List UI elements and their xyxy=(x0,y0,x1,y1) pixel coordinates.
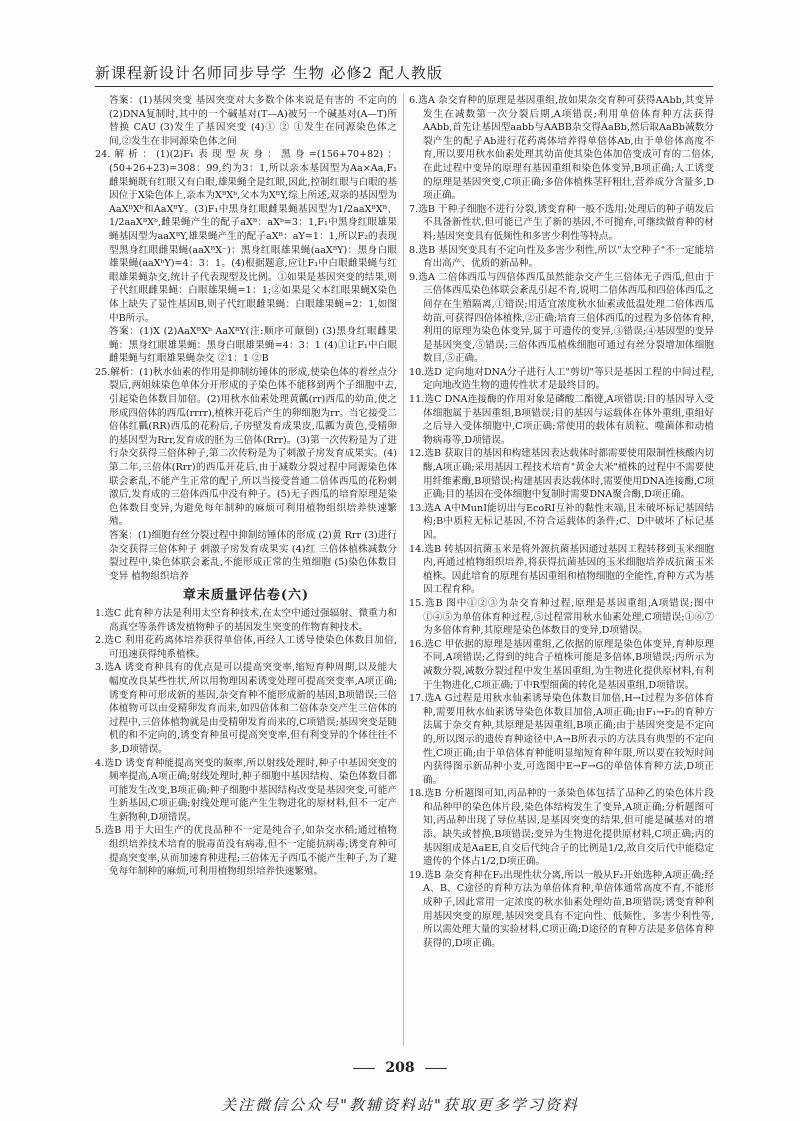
left-column xyxy=(95,94,397,879)
section-title: 章末质量评估卷(六) xyxy=(182,588,310,604)
item-19: 19.选B 杂交育种在F₂出现性状分离,所以一般从F₂开始选种,A项正确;经A、B、C途径的育种方法为单倍体育种,单倍体通常高度不育,不能形成种子,因此常用一定浓度的秋水仙素处理幼苗,B项错误;诱变育种利用基因突变的原理,基因突变具有不定向性、低频性、多害少利性等,所以需处理大量的实验材料,C项正确;D途径的育种方法是多倍体育种获得的,D项正确。 xyxy=(409,869,714,949)
page-number-text: 208 xyxy=(385,1060,415,1076)
answer-25: 答案：(1)细胞有丝分裂过程中抑制纺锤体的形成 (2)黄 Rrr (3)进行杂交获得三倍体种子 刺激子房发育成果实 (4)红 三倍体植株减数分裂过程中,染色体联会紊乱,不能形成正常的生殖细胞 (5)染色体数目变异 植物组织培养 xyxy=(109,530,397,582)
item-1: 1.选C 此育种方法是利用太空育种技术,在太空中通过强辐射、微重力和高真空等条件诱发植物种子的基因发生突变的作物育种技术。 xyxy=(95,607,397,633)
analysis-24: 24.解析：(1)(2)F₁表现型灰身：黑身=(156+70+82)：(50+26+23)=308：99,约为3：1,所以亲本基因型为Aa×Aa,F₁雌果蝇既有红眼又有白眼,雄果蝇全是红眼,因此,控制红眼与白眼的基因位于X染色体上,亲本为XᴮXᵇ,父本为XᴮY,综上所述,双亲的基因型为AaXᴮXᵇ和AaXᴮY。(3)F₁中黑身红眼雌果蝇基因型为1/2aaXᴮXᴮ、1/2aaXᴮXᵇ,雌果蝇产生的配子aXᴮ：aXᵇ=3：1,F₁中黑身红眼雄果蝇基因型为aaXᴮY,雄果蝇产生的配子aXᴮ：aY=1：1,所以F₂的表现型黑身红眼雌果蝇(aaXᴮX⁻)：黑身红眼雄果蝇(aaXᴮY)：黑身白眼雄果蝇(aaXᵇY)=4：3：1。(4)根据题意,应让F₁中白眼雌果蝇与红眼雄果蝇杂交,统计子代表现型及比例。①如果是基因突变的结果,则子代红眼雌果蝇：白眼雄果蝇=1：1;②如果是父本红眼果蝇X染色体上缺失了显性基因B,则子代红眼雌果蝇：白眼雄果蝇=2：1,如图中B所示。 xyxy=(95,149,397,324)
item-3: 3.选A 诱变育种具有的优点是可以提高突变率,缩短育种周期,以及能大幅度改良某些性状,所以用物理因素诱变处理可提高突变率,A项正确;诱变育种可形成新的基因,杂交育种不能形成新的基因,B项错误;三倍体植物可以由受精卵发育而来,如四倍体和二倍体杂交产生三倍体的过程中,三倍体植物就是由受精卵发育而来的,C项错误;基因突变是随机的和不定向的,诱变育种虽可提高突变率,但有利变异的个体往往不多,D项错误。 xyxy=(95,662,397,755)
item-4: 4.选D 诱变育种能提高突变的频率,所以射线处理时,种子中基因突变的频率提高,A项正确;射线处理时,种子细胞中基因结构、染色体数目都可能发生改变,B项正确;种子细胞中基因结构改变是基因突变,可能产生新基因,C项正确;射线处理可能产生生物进化的原材料,但不一定产生新物种,D项错误。 xyxy=(95,757,397,823)
page-header xyxy=(95,62,715,83)
item-9: 9.选A 二倍体西瓜与四倍体西瓜虽然能杂交产生三倍体无子西瓜,但由于三倍体西瓜染色体联会紊乱引起不育,说明二倍体西瓜和四倍体西瓜之间存在生殖隔离,①错误;用适宜浓度秋水仙素或低温处理二倍体西瓜幼苗,可获得四倍体植株,②正确;培育三倍体西瓜的过程为多倍体育种,利用的原理为染色体变异,属于可遗传的变异,③错误;④基因型的变异是基因突变,⑤错误;三倍体西瓜植株细胞可通过有丝分裂增加体细胞数目,⑤正确。 xyxy=(409,271,714,365)
right-column xyxy=(409,94,714,950)
header-title: 新课程新设计名师同步导学 生物 必修2 配人教版 xyxy=(95,64,443,82)
page-number xyxy=(0,1060,800,1076)
item-13: 13.选A A中MunⅠ能切出与EcoRⅠ互补的黏性末端,且未破坏标记基因结构;B中质粒无标记基因,不符合运载体的条件;C、D中破坏了标记基因。 xyxy=(409,502,714,541)
column-divider xyxy=(403,94,404,1046)
item-6: 6.选A 杂交育种的原理是基因重组,故如果杂交育种可获得AAbb,其变异发生在减数第一次分裂后期,A项错误;利用单倍体育种方法获得AAbb,首先让基因型aabb与AABB杂交得AaBb,然后取AaBb减数分裂产生的配子Ab进行花药离体培养得单倍体Ab,由于单倍体高度不育,所以要用秋水仙素处理其幼苗使其染色体加倍变成可育的二倍体,在此过程中变异的原理有基因重组和染色体变异,B项正确;人工诱变的原理是基因突变,C项正确;多倍体植株茎秆粗壮,营养成分含量多,D项正确。 xyxy=(409,95,714,202)
analysis-25: 25.解析：(1)秋水仙素的作用是抑制纺锤体的形成,使染色体的着丝点分裂后,两姐妹染色单体分开形成的子染色体不能移到两个子细胞中去,引起染色体数目加倍。(2)用秋水仙素处理黄瓤(rr)西瓜的幼苗,使之形成四倍体的西瓜(rrrr),植株开花后产生的卵细胞为rr。当它接受二倍体红瓤(RR)西瓜的花粉后,子房壁发育成果皮,瓜瓤为黄色,受精卵的基因型为Rrr,发育成的胚为三倍体(Rrr)。(3)第一次传粉是为了进行杂交获得三倍体种子,第二次传粉是为了刺激子房发育成果实。(4)第二年,三倍体(Rrr)的西瓜开花后,由于减数分裂过程中同源染色体联会紊乱,不能产生正常的配子,所以当接受普通二倍体西瓜的花粉刺激后,发育成的三倍体西瓜中没有种子。(5)无子西瓜的培育原理是染色体数目变异,为避免每年制种的麻烦可利用植物组织培养快速繁殖。 xyxy=(95,366,397,528)
item-11: 11.选C DNA连接酶的作用对象是磷酸二酯键,A项错误;目的基因导入受体细胞属于基因重组,B项错误;目的基因与运载体在体外重组,重组好之后导入受体细胞中,C项正确;常使用的载体有质粒、噬菌体和动植物病毒等,D项错误。 xyxy=(409,394,714,446)
item-10: 10.选D 定向地对DNA分子进行人工"剪切"等只是基因工程的中间过程,定向地改造生物的遗传性状才是最终目的。 xyxy=(409,366,714,392)
answer-23: 答案：(1)基因突变 基因突变对大多数个体来说是有害的 不定向的 (2)DNA复制时,其中的一个碱基对(T—A)被另一个碱基对(A—T)所替换 CAU (3)发生了基因突变 (4)① ② ①发生在同源染色体之间,②发生在非同源染色体之间 xyxy=(109,95,397,147)
item-15: 15.选B 图中①②③为杂交育种过程,原理是基因重组,A项错误;图中①④⑤为单倍体育种过程,⑤过程常用秋水仙素处理,C项错误;①⑥⑦为多倍体育种,其原理是染色体数目的变异,D项错误。 xyxy=(409,597,714,637)
item-14: 14.选B 转基因抗菌玉米是将外源抗菌基因通过基因工程转移到玉米细胞内,再通过植物组织培养,将获得抗菌基因的玉米细胞培养成抗菌玉米植株。因此培育的原理有基因重组和植物细胞的全能性,育种方式为基因工程育种。 xyxy=(409,543,714,596)
item-16: 16.选C 甲依据的原理是基因重组,乙依据的原理是染色体变异,育种原理不同,A项错误;乙得到的纯合子植株可能是多倍体,B项错误;丙所示为减数分裂,减数分裂过程中发生基因重组,为生物进化提供原材料,有利于生物进化,C项正确;丁中R型细菌的转化是基因重组,D项错误。 xyxy=(409,638,714,691)
item-12: 12.选B 获取目的基因和构建基因表达载体时都需要使用限制性核酸内切酶,A项正确;采用基因工程技术培育"黄金大米"植株的过程中不需要使用纤维素酶,B项错误;构建基因表达载体时,需要使用DNA连接酶,C项正确;目的基因在受体细胞中复制时需要DNA聚合酶,D项正确。 xyxy=(409,448,714,501)
footer-note: 关注微信公众号"教辅资料站"获取更多学习资料 xyxy=(221,1096,579,1114)
item-5: 5.选B 用于大田生产的优良品种不一定是纯合子,如杂交水稻;通过植物组织培养技术培育的脱毒苗没有病毒,但不一定能抗病毒;诱变育种可提高突变率,从而加速育种进程;三倍体无子西瓜不能产生种子,为了避免每年制种的麻烦,可利用植物组织培养快速繁殖。 xyxy=(95,825,397,878)
answer-24: 答案：(1)X (2)AaXᴮXᵇ AaXᴮY(注:顺序可颠倒) (3)黑身红眼雌果蝇：黑身红眼雄果蝇：黑身白眼雄果蝇=4：3：1 (4)①让F₁中白眼雌果蝇与红眼雄果蝇杂交 ②1：1 ②B xyxy=(109,326,397,365)
header-rule xyxy=(95,86,713,87)
item-17: 17.选A G过程是用秋水仙素诱导染色体数目加倍,H→I过程为多倍体育种,需要用秋水仙素诱导染色体数目加倍,A项正确;由F₁→F₂的育种方法属于杂交育种,其原理是基因重组,B项正确;由于基因突变是不定向的,所以图示的遗传育种途径中,A→B所表示的方法具有典型的不定向性,C项正确;由于单倍体育种能明显缩短育种年限,所以要在较短时间内获得图示新品种小麦,可选图中E→F→G的单倍体育种方法,D项正确。 xyxy=(409,693,714,786)
item-2: 2.选C 利用花药离体培养获得单倍体,再经人工诱导使染色体数目加倍,可迅速获得纯系植株。 xyxy=(95,635,397,660)
item-8: 8.选B 基因突变具有不定向性及多害少利性,所以"太空种子"不一定能培育出高产、优质的新品种。 xyxy=(409,244,714,270)
item-18: 18.选B 分析题图可知,丙品种的一条染色体包括了品种乙的染色体片段和品种甲的染色体片段,染色体结构发生了变异,A项正确;分析题图可知,丙品种出现了导位基因,是基因突变的结果,但可能是碱基对的增添、缺失或替换,B项错误;变异为生物进化提供原材料,C项正确;丙的基因组成是AaEE,自交后代纯合子的比例是1/2,故自交后代中能稳定遗传的个体占1/2,D项正确。 xyxy=(409,788,714,868)
item-7: 7.选B 干种子细胞不进行分裂,诱变育种一般不选用;处理后的种子萌发后不具备新性状,但可能已产生了新的基因,不可抛弃,可继续做育种的材料;基因突变具有低频性和多害少利性等特点。 xyxy=(409,203,714,242)
